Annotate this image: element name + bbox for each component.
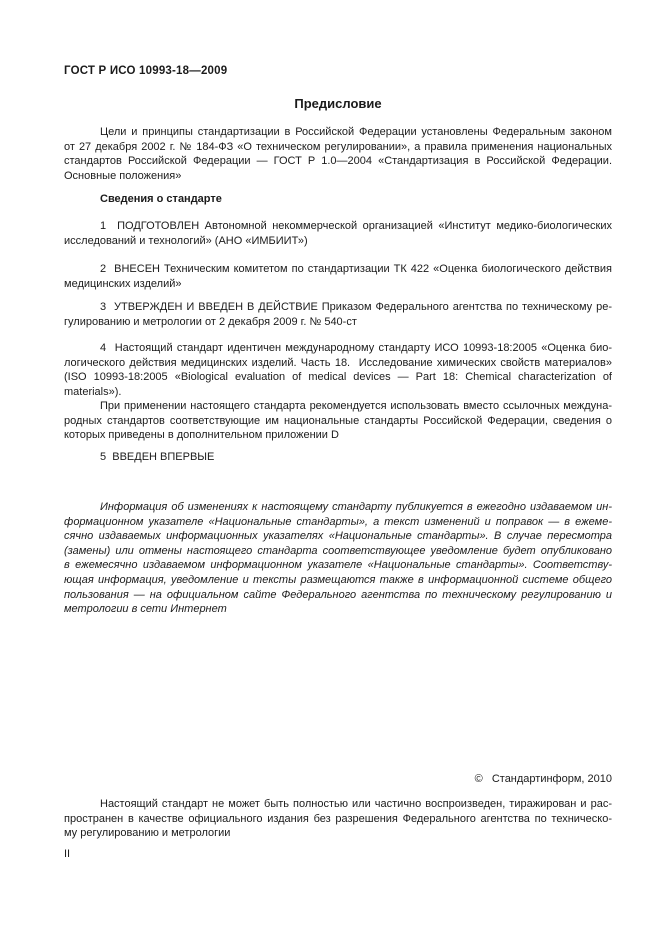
text-line: Информация об изменениях к настоящему стандарту публикуется в ежегодно издаваемом ин- (100, 501, 612, 513)
text-line: в ежемесячно издаваемом информационном указателе «Национальные стандарты». Соответству- (64, 559, 612, 572)
page-number: II (64, 848, 71, 860)
publication-notice (64, 500, 612, 617)
copyright-line: © Стандартинформ, 2010 (474, 773, 612, 785)
text-line: от 27 декабря 2002 г. № 184-ФЗ «О техническом регулировании», а правила применения национальных (64, 140, 612, 153)
standard-info-item-1 (64, 219, 612, 248)
text-line: сячно издаваемых информационных указателях «Национальные стандарты». В случае пересмотра (64, 530, 612, 543)
intro-paragraph (64, 125, 612, 183)
text-line: (ISO 10993-18:2005 «Biological evaluation of medical devices — Part 18: Chemical characterization of (64, 371, 612, 384)
text-line: родных стандартов соответствующие им национальные стандарты Российской Федерации, сведения о (64, 414, 612, 427)
page-title: Предисловие (294, 96, 382, 111)
standard-info-item-3 (64, 300, 612, 329)
text-line: пользования — на официальном сайте Федерального агентства по техническому регулированию и (64, 588, 612, 601)
text-line: пространен в качестве официального издания без разрешения Федерального агентства по техническо- (64, 812, 612, 825)
text-line: ющая информация, уведомление и тексты размещаются также в информационной системе общего (64, 573, 612, 586)
standard-info-item-4 (64, 341, 612, 399)
text-line: логического действия медицинских изделий. Часть 18. Исследование химических свойств материалов» (64, 356, 612, 369)
text-line: которых приведены в дополнительном приложении D (64, 429, 339, 442)
text-line: Настоящий стандарт не может быть полностью или частично воспроизведен, тиражирован и рас- (100, 798, 612, 810)
text-line: формационном указателе «Национальные стандарты», а текст изменений и поправок — в ежеме- (64, 515, 612, 528)
reproduction-restriction-paragraph (64, 797, 612, 841)
text-line: 2 ВНЕСЕН Техническим комитетом по стандартизации ТК 422 «Оценка биологического действия (100, 263, 612, 275)
text-line: метрологии в сети Интернет (64, 603, 227, 616)
text-line: му регулированию и метрологии (64, 827, 231, 840)
doc-number: ГОСТ Р ИСО 10993-18—2009 (64, 65, 228, 77)
text-line: (замены) или отмены настоящего стандарта соответствующее уведомление будет опубликовано (64, 544, 612, 557)
text-line: materials»). (64, 385, 122, 398)
text-line: стандартов Российской Федерации — ГОСТ Р 1.0—2004 «Стандартизация в Российской Федерации. (64, 155, 612, 168)
text-line: Основные положения» (64, 169, 182, 182)
text-line: 4 Настоящий стандарт идентичен международному стандарту ИСО 10993-18:2005 «Оценка био- (100, 342, 612, 354)
text-line: медицинских изделий» (64, 277, 182, 290)
standard-info-heading: Сведения о стандарте (100, 193, 222, 205)
text-line: При применении настоящего стандарта рекомендуется использовать вместо ссылочных междуна- (100, 400, 612, 412)
text-line: Цели и принципы стандартизации в Российской Федерации установлены Федеральным законом (100, 126, 612, 138)
standard-info-item-4-note (64, 399, 612, 443)
text-line: гулированию и метрологии от 2 декабря 2009 г. № 540-ст (64, 315, 357, 328)
standard-info-item-2 (64, 262, 612, 291)
text-line: 3 УТВЕРЖДЕН И ВВЕДЕН В ДЕЙСТВИЕ Приказом Федерального агентства по техническому ре- (100, 301, 612, 313)
text-line: 1 ПОДГОТОВЛЕН Автономной некоммерческой организацией «Институт медико-биологических (100, 220, 612, 232)
text-line: исследований и технологий» (АНО «ИМБИИТ») (64, 234, 308, 247)
standard-info-item-5 (64, 450, 612, 465)
text-line: 5 ВВЕДЕН ВПЕРВЫЕ (100, 451, 215, 463)
